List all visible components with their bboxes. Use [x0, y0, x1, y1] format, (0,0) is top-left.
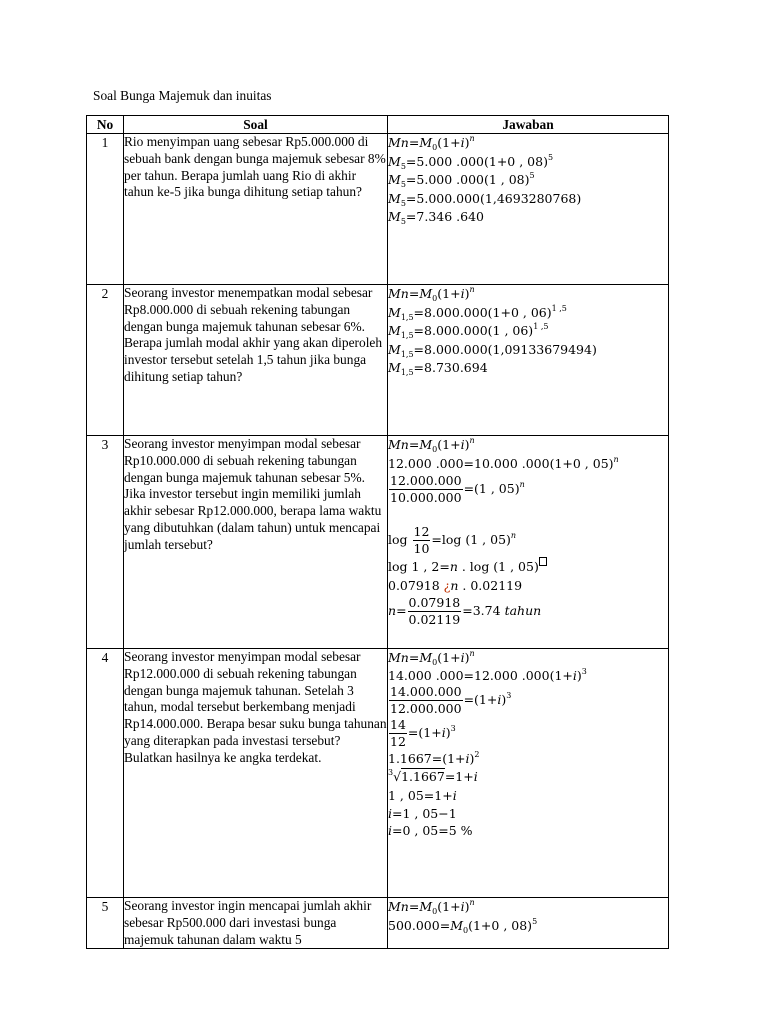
table-row [87, 285, 669, 436]
formula-line: $\frac{12.000.000}{10.000.000}$ =(1 , 05)$^n$ [390, 473, 525, 505]
formula-line: $M_{1,5}=8.730.694$ [388, 360, 488, 377]
table-header-row [87, 116, 669, 134]
formula-line: $M_5=5.000$ .000(1+0 , 08)$^5$ [388, 152, 554, 171]
formula-line: 12.000 .000=10.000 .000(1+0 , 05)$^n$ [388, 454, 619, 471]
row-number: 1 [87, 134, 124, 285]
formula-line: $M_5=5.000$ .000(1 , 08)$^5$ [388, 171, 535, 189]
question-text: Seorang investor menyimpan modal sebesar Rp12.000.000 di sebuah rekening tabungan dengan bunga majemuk tahunan. Setelah 3 tahun, modal tersebut berkembang menjadi Rp14.000.000. Berapa besar suku bunga tahunan yang diterapkan pada investasi tersebut? Bulatkan hasilnya ke angka terdekat. [124, 649, 388, 898]
formula-line: $Mn=M_0(1+i)^n$ [388, 649, 475, 667]
formula-line: $M_{1,5}=8.000.000(1+0$ , 06)$^{1 ,5}$ [388, 303, 567, 322]
formula-line: i=1 , 05−1 [388, 805, 457, 821]
header-no: No [87, 116, 124, 134]
formula-line: 1 , 05=1+i [388, 788, 457, 803]
row-number: 3 [87, 436, 124, 649]
table-row [87, 898, 669, 949]
document-title: Soal Bunga Majemuk dan inuitas [93, 88, 272, 103]
formula-line: $M_{1,5}=8.000.000(1,09133679494)$ [388, 341, 597, 359]
formula-line: 14.000 .000=12.000 $.000(1+i)^3$ [388, 666, 587, 683]
formula-line: $1.1667=(1+i)^2$ [388, 750, 480, 766]
formula-line: $500.000=M_0(1+0$ , 08)$^5$ [388, 916, 538, 935]
formula-line: $Mn=M_0(1+i)^n$ [388, 898, 475, 916]
row-number: 2 [87, 285, 124, 436]
formula-line: $Mn=M_0(1+i)^n$ [388, 134, 475, 152]
formula-line: $\frac{14.000.000}{12.000.000}$ $=(1+i)^3$ [390, 684, 512, 716]
formula-line: $Mn=M_0(1+i)^n$ [388, 436, 475, 454]
formula-line: $M_{1,5}=8.000.000(1$ , 06)$^{1 ,5}$ [388, 322, 549, 340]
formula-line: $^3$√1.1667=1+i [388, 767, 478, 784]
question-text: Seorang investor ingin mencapai jumlah akhir sebesar Rp500.000 dari investasi bunga majemuk tahunan dalam waktu 5 [124, 898, 388, 949]
formula-line: n= $\frac{0.07918}{0.02119}$ =3.74 tahun [388, 595, 542, 627]
answer-cell [388, 649, 669, 898]
table-row [87, 436, 669, 649]
formula-line: log 1 , 2=n . log (1 , 05) [388, 557, 668, 577]
question-text: Seorang investor menyimpan modal sebesar Rp10.000.000 di sebuah rekening tabungan dengan bunga majemuk tahunan sebesar 5%. Jika investor tersebut ingin memiliki jumlah akhir sebesar Rp12.000.000, berapa lama waktu yang dibutuhkan (dalam tahun) untuk mencapai jumlah tersebut? [124, 436, 388, 649]
formula-line: $M_5=5.000.000(1,4693280768)$ [388, 190, 582, 208]
question-text: Rio menyimpan uang sebesar Rp5.000.000 di sebuah bank dengan bunga majemuk sebesar 8% per tahun. Berapa jumlah uang Rio di akhir tahun ke-5 jika bunga dihitung setiap tahun? [124, 134, 388, 285]
header-soal: Soal [124, 116, 388, 134]
answer-cell [388, 436, 669, 649]
answer-cell [388, 285, 669, 436]
formula-line: $\frac{14}{12}$ $=(1+i)^3$ [390, 717, 456, 749]
formula-line: 0.07918 ¿n . 0.02119 [388, 577, 523, 593]
row-number: 5 [87, 898, 124, 949]
problems-table [86, 115, 669, 949]
table-row [87, 134, 669, 285]
answer-cell [388, 898, 669, 949]
answer-cell [388, 134, 669, 285]
formula-line: $Mn=M_0(1+i)^n$ [388, 285, 475, 303]
header-jawaban: Jawaban [388, 116, 669, 134]
question-text: Seorang investor menempatkan modal sebesar Rp8.000.000 di sebuah rekening tabungan dengan bunga majemuk tahunan sebesar 6%. Berapa jumlah modal akhir yang akan diperoleh investor tersebut setelah 1,5 tahun jika bunga dihitung setiap tahun? [124, 285, 388, 436]
table-row [87, 649, 669, 898]
row-number: 4 [87, 649, 124, 898]
formula-line: i=0 , 05=5 % [388, 823, 473, 838]
formula-line: $M_5=7.346$ .640 [388, 209, 484, 226]
formula-line: log $\frac{12}{10}$ =log (1 , 05)$^n$ [388, 524, 517, 556]
